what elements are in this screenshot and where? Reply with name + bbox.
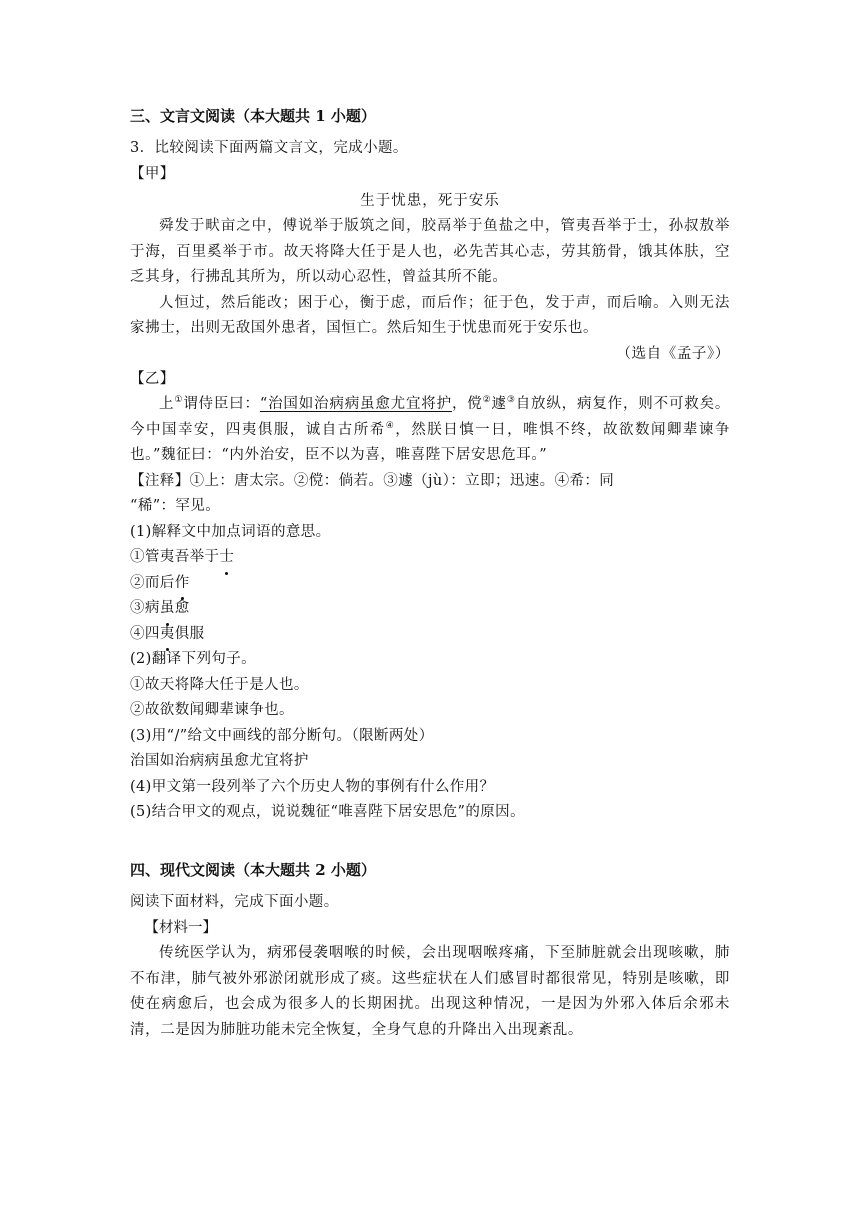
passage-label: 【甲】 [130,165,175,182]
sub-question [130,622,730,648]
passage-label: 【乙】 [130,370,175,387]
sub-question: ①故天将降大任于是人也。 [130,676,309,693]
footnote-marker: ③ [506,395,516,406]
text-span: ，然朕日慎一日，唯惧不终，故欲数闻卿辈谏争也。”魏征曰：“内外治安，臣不以为喜，唯喜陛下居安思危耳。” [130,421,730,463]
section-heading: 四、现代文阅读（本大题共 2 小题） [130,860,376,879]
underlined-text: “治国如治病病虽愈尤宜将护 [259,396,452,412]
sub-question: 治国如治病病虽愈尤宜将护 [130,753,309,769]
question-item: (4)甲文第一段列举了六个历史人物的事例有什么作用？ [130,778,495,795]
sub-question [130,596,730,622]
question-intro: 阅读下面材料，完成下面小题。 [130,893,339,910]
passage-paragraph [130,392,730,469]
sub-question [130,571,730,597]
footnote-marker: ② [482,395,492,406]
question-item: (1)解释文中加点词语的意思。 [130,523,331,540]
passage-paragraph: 人恒过，然后能改；困于心，衡于虑，而后作；征于色，发于声，而后喻。入则无法家拂士，出则无敌国外患者，国恒亡。然后知生于忧患而死于安乐也。 [130,294,730,336]
text-span: ②而后 [130,574,175,591]
footnote-marker: ① [174,395,184,406]
text-span: 俱服 [174,625,205,642]
sub-question: ②故欲数闻卿辈谏争也。 [130,702,294,718]
dotted-word: 虽 [160,596,175,622]
text-span: 遽 [491,396,507,412]
question-item: (5)结合甲文的观点，说说魏征“唯喜陛下居安思危”的原因。 [130,804,525,820]
text-span: ③病 [130,600,160,616]
text-span: 上 [159,396,175,412]
material-paragraph: 传统医学认为，病邪侵袭咽喉的时候，会出现咽喉疼痛，下至肺脏就会出现咳嗽，肺不布津，肺气被外邪淤闭就形成了痰。这些症状在人们感冒时都很常见，特别是咳嗽，即使在病愈后，也会成为很多人的长期困扰。出现这种情况，一是因为外邪入体后余邪未清，二是因为肺脏功能未完全恢复，全身气息的升降出入出现紊乱。 [130,945,730,1038]
section-heading: 三、文言文阅读（本大题共 1 小题） [130,107,376,125]
dotted-word: 作 [175,571,190,597]
question-intro: 3．比较阅读下面两篇文言文，完成小题。 [130,140,408,156]
passage-title: 生于忧患，死于安乐 [360,193,500,209]
passage-paragraph: 舜发于畎亩之中，傅说举于版筑之间，胶鬲举于鱼盐之中，管夷吾举于士，孙叔敖举于海，百里奚举于市。故天将降大任于是人也，必先苦其心志，劳其筋骨，饿其体肤，空乏其身，行拂乱其所为，所以动心忍性，曾益其所不能。 [130,218,730,285]
text-span: ，傥 [451,396,483,412]
passage-source: （选自《孟子》） [616,345,730,362]
dotted-word: 士 [219,545,234,571]
footnote-marker: ④ [385,420,396,431]
notes: 【注释】①上：唐太宗。②傥：倘若。③遽（jù）：立即；迅速。④希：同 [130,472,615,489]
sub-question [130,545,730,571]
question-item: (3)用“/”给文中画线的部分断句。（限断两处） [130,727,434,744]
notes: “稀”：罕见。 [130,498,221,514]
text-span: ④四 [130,625,160,642]
page-content [130,104,730,1043]
text-span: ①管夷吾举于 [130,549,220,565]
material-label: 【材料一】 [144,920,217,936]
text-span: 愈 [174,600,190,616]
dotted-word: 夷 [160,622,175,648]
text-span: 自放纵，病复作，则不可救矣。今中国幸安，四夷俱服，诚自古所希 [130,396,731,438]
text-span: 谓侍臣曰： [183,396,260,412]
question-item: (2)翻译下列句子。 [130,651,257,667]
